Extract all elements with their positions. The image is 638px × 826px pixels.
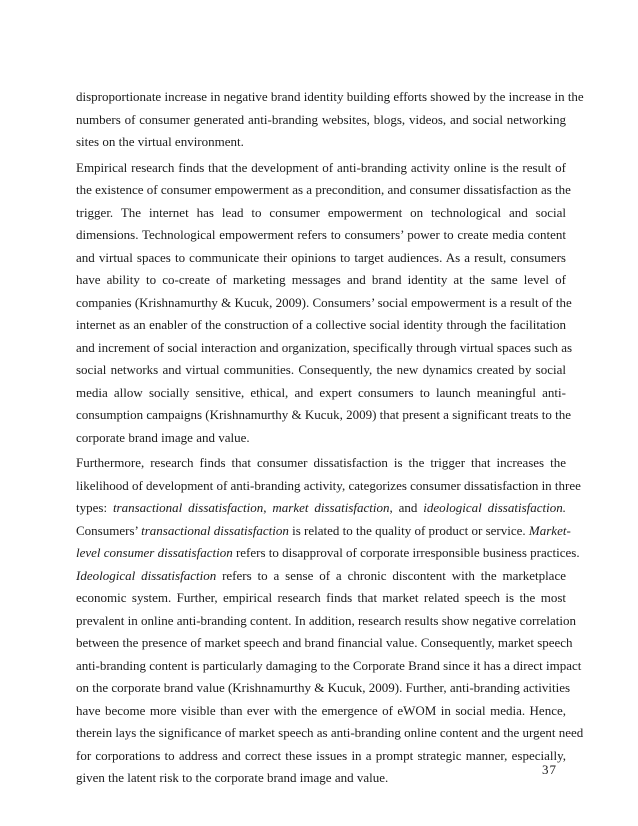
text-line: social networks and virtual communities. Consequently, the new dynamics created by social [76, 362, 566, 377]
italic-term: transactional dissatisfaction [141, 522, 289, 538]
text-line: consumption campaigns (Krishnamurthy & Kucuk, 2009) that present a significant treats to the [76, 407, 571, 422]
italic-term: transactional dissatisfaction [112, 500, 264, 515]
text-line: disproportionate increase in negative brand identity building efforts showed by the increase in the [76, 89, 584, 104]
text-line: prevalent in online anti-branding content. In addition, research results show negative correlation [76, 612, 576, 628]
italic-term: Market- [528, 522, 571, 538]
text-line: between the presence of market speech and brand financial value. Consequently, market speech [76, 635, 573, 650]
body-text [76, 86, 584, 790]
text-line: dimensions. Technological empowerment refers to consumers’ power to create media content [76, 227, 566, 242]
paragraph [76, 452, 584, 790]
text-line: for corporations to address and correct these issues in a prompt strategic manner, especially, [76, 747, 566, 763]
text-line: likelihood of development of anti-branding activity, categorizes consumer dissatisfaction in three [76, 477, 581, 493]
text-line: trigger. The internet has lead to consumer empowerment on technological and social [76, 204, 566, 220]
text-line: Furthermore, research finds that consumer dissatisfaction is the trigger that increases the [76, 455, 566, 470]
text-line: have ability to co-create of marketing messages and brand identity at the same level of [76, 272, 566, 287]
text-line: and virtual spaces to communicate their opinions to target audiences. As a result, consumers [76, 249, 566, 265]
text-line: companies (Krishnamurthy & Kucuk, 2009). Consumers’ social empowerment is a result of the [76, 294, 572, 310]
italic-term: Ideological dissatisfaction [76, 567, 217, 583]
italic-term: level consumer dissatisfaction [76, 545, 233, 560]
text-line: given the latent risk to the corporate brand image and value. [76, 770, 389, 785]
text-line: anti-branding content is particularly damaging to the Corporate Brand since it has a direct impact [76, 657, 582, 673]
italic-term: ideological dissatisfaction. [423, 500, 566, 515]
text-line: types: transactional dissatisfaction, market dissatisfaction, and ideological dissatisfaction. [76, 500, 566, 515]
text-line: economic system. Further, empirical research finds that market related speech is the most [76, 590, 566, 605]
text-line: media allow socially sensitive, ethical, and expert consumers to launch meaningful anti- [76, 384, 566, 400]
text-line: Ideological dissatisfaction refers to a sense of a chronic discontent with the marketplace [76, 567, 566, 583]
page-number: 37 [542, 762, 557, 777]
text-line: numbers of consumer generated anti-branding websites, blogs, videos, and social networking [76, 111, 566, 127]
text-line: the existence of consumer empowerment as a precondition, and consumer dissatisfaction as the [76, 182, 571, 197]
italic-term: market dissatisfaction [272, 500, 390, 515]
text-line: Empirical research finds that the development of anti-branding activity online is the result of [76, 159, 566, 175]
text-line: and increment of social interaction and organization, specifically through virtual spaces such as [76, 339, 573, 355]
text-line: have become more visible than ever with the emergence of eWOM in social media. Hence, [76, 702, 566, 718]
paragraph [76, 86, 584, 154]
paragraph [76, 157, 573, 450]
text-line: internet as an enabler of the construction of a collective social identity through the facilitation [76, 317, 566, 332]
text-line: on the corporate brand value (Krishnamurthy & Kucuk, 2009). Further, anti-branding activities [76, 680, 571, 695]
text-line: Consumers’ transactional dissatisfaction is related to the quality of product or service. Market- [76, 522, 571, 538]
text-line: sites on the virtual environment. [76, 134, 244, 149]
text-line: level consumer dissatisfaction refers to disapproval of corporate irresponsible business practices. [76, 545, 580, 560]
text-line: corporate brand image and value. [76, 429, 250, 445]
text-line: therein lays the significance of market speech as anti-branding online content and the urgent need [76, 725, 584, 740]
